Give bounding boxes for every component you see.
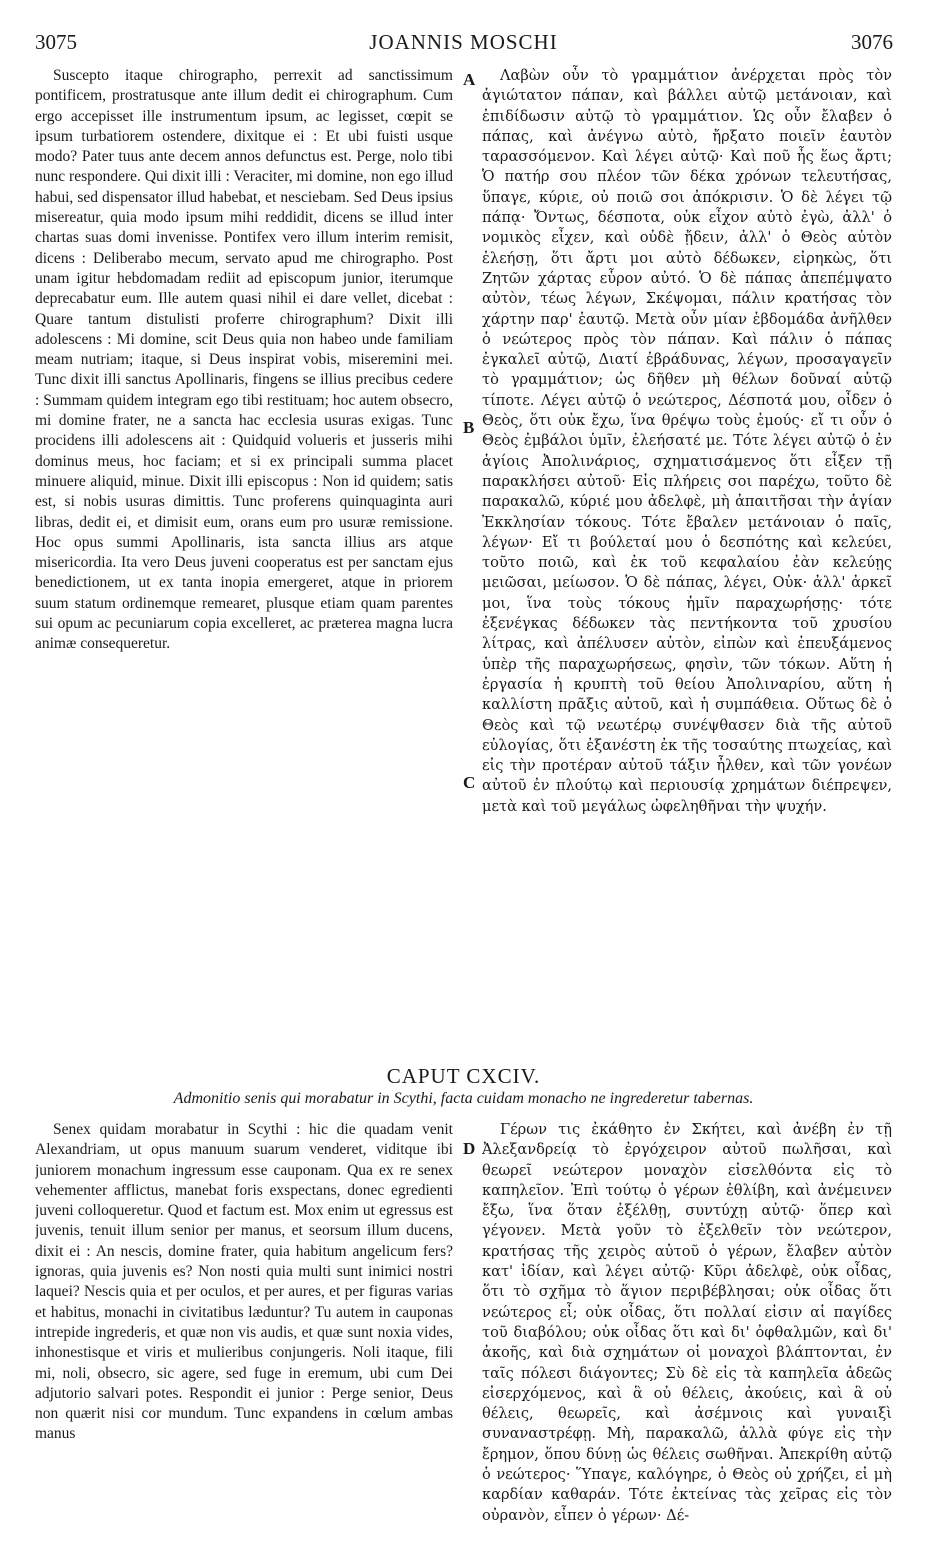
greek-column-section-1 bbox=[482, 66, 892, 1056]
greek-paragraph: Λαβὼν οὖν τὸ γραμμάτιον ἀνέρχεται πρὸς τὸν ἁγιώτατον πάπαν, καὶ βάλλει αὐτῷ μετάνοιαν, καὶ ἐπιδίδωσιν αὐτῷ τὸ γραμμάτιον. Ὡς οὖν ἔλαβεν ὁ πάπας, καὶ ἀνέγνω αὐτὸ, ἤρξατο ποιεῖν ἑαυτὸν ταρασσόμενον. Καὶ λέγει αὐτῷ· Καὶ ποῦ ἦς ἕως ἄρτι; Ὁ πατήρ σου πλέον τῶν δέκα χρόνων τελευτήσας, ὕπαγε, κύριε, οὐ ποιῶ σοι ἀπόκρισιν. Ὁ δὲ λέγει τῷ πάπᾳ· Ὄντως, δέσποτα, οὐκ εἶχον αὐτὸ ἐγὼ, ἀλλ' ὁ νομικὸς εἶχεν, καὶ οὐδὲ ᾔδειν, ἀλλ' ὁ Θεὸς αὐτὸν ἐλεήσῃ, ὅτι ἄρτι μοι αὐτὸ δέδωκεν, εἰρηκὼς, ὅτι Ζητῶν χάρτας εὗρον αὐτό. Ὁ δὲ πάπας ἀπεπέμψατο αὐτὸν, τέως λέγων, Σκέψομαι, πάλιν κρατήσας τὸν χάρτην παρ' ἑαυτῷ. Μετὰ οὖν μίαν ἑβδομάδα ἀνῆλθεν ὁ νεώτερος πρὸς τὸν πάπαν. Καὶ πάλιν ὁ πάπας ἐγκαλεῖ αὐτῷ, Διατί ἐβράδυνας, λέγων, προσαγαγεῖν τὸ γραμμάτιον; ὡς δῆθεν μὴ θέλων δοῦναί αὐτῷ τίποτε. Λέγει αὐτῷ ὁ νεώτερος, Δέσποτά μου, οἶδεν ὁ Θεὸς, ὅτι οὐκ ἔχω, ἵνα θρέψω τοὺς ἐμούς· εἴ τι οὖν ὁ Θεὸς ἐμβάλοι ὑμῖν, ἐλεήσατέ με. Τότε λέγει αὐτῷ ὁ ἐν ἁγίοις Ἀπολινάριος, σχηματισάμενος ὅτι εἶξεν τῇ παρακλήσει αὐτοῦ· Εἰς πλήρεις σοι παρέχω, τοῦτο δὲ παρακαλῶ, κύριέ μου ἀδελφὲ, μὴ ἀπαιτῆσαι τὴν ἁγίαν Ἐκκλησίαν τόκους. Τότε ἔβαλεν μετάνοιαν ὁ παῖς, λέγων· Εἴ τι βούλεταί μου ὁ δεσπότης καὶ κελεύει, τοῦτο ποιῶ, καὶ ἐκ τοῦ κεφαλαίου ἐὰν κελεύῃς μειῶσαι, μείωσον. Ὁ δὲ πάπας, λέγει, Οὐκ· ἀλλ' ἀρκεῖ μοι, ἵνα τοὺς τόκους ἡμῖν παραχωρήσῃς· τότε ἐξενέγκας δέδωκεν τὰς πεντήκοντα τοῦ χρυσίου λίτρας, καὶ ἀπέλυσεν αὐτὸν, εἰπὼν καὶ ἐπευξάμενος ὑπὲρ τῆς παραχωρήσεως, φησὶν, τῶν τόκων. Αὕτη ἡ ἐργασία ἡ κρυπτὴ τοῦ θείου Ἀπολιναρίου, αὕτη ἡ καλλίστη πρᾶξις αὐτοῦ, καὶ ἡ συμπάθεια. Οὕτως δὲ ὁ Θεὸς καὶ τῷ νεωτέρῳ συνέψθασεν διὰ τῆς αὐτοῦ εὐλογίας, ὅτι ἐξανέστη ἐκ τῆς τοσαύτης πτωχείας, καὶ εἰς τὴν προτέραν αὐτοῦ τάξιν ἦλθεν, καὶ τῶν γονέων αὐτοῦ ἐν πλούτῳ καὶ περιουσίᾳ χρημάτων διέπρεψεν, μετὰ καὶ τοῦ μεγάλως ὠφεληθῆναι τὴν ψυχήν. bbox=[482, 67, 892, 815]
margin-marker-b: B bbox=[463, 418, 475, 437]
chapter-heading: CAPUT CXCIV. bbox=[386, 1064, 541, 1088]
margin-marker-a: A bbox=[463, 70, 476, 89]
page-number-right: 3076 bbox=[851, 30, 893, 54]
margin-marker-d: D bbox=[463, 1139, 476, 1158]
latin-paragraph: Suscepto itaque chirographo, perrexit ad sanctissimum pontificem, prostratusque ante illum dedit ei chirographum. Cum ergo accepisset ille instrumentum ipsum, ac legisset, cœpit se ipsum turbatiorem ostendere, dixitque ei : Et ubi fuisti usque modo? Pater tuus ante decem annos defunctus est. Perge, nolo tibi nunc respondere. Qui dixit illi : Veraciter, mi domine, non ego illud habui, sed dispensator illud habebat, et nesciebam. Sed Deus ipsius misereatur, quia modo ipsum mihi reddidit, dicens se illud inter chartas suas domi invenisse. Pontifex vero illum interim remisit, dicens : Deliberabo mecum, servato apud me chirographo. Post unam igitur hebdomadam rediit ad episcopum junior, iterumque deprecabatur eum. Ille autem quasi nihil ei dare vellet, dicebat : Quare tantum distulisti proferre chirographum? Dixit illi adolescens : Mi domine, scit Deus quia non habeo unde familiam meam nutriam; itaque, si Deus inspirat vobis, miseremini mei. Tunc dixit illi sanctus Apollinaris, fingens se illius precibus cedere : Summam quidem integram ego tibi restituam; hoc autem obsecro, mi domine frater, ne a sancta hac ecclesia usuras exigas. Tunc procidens illi adolescens ait : Quidquid volueris et jusseris mihi dominus meus, hoc faciam; et si ex principali summa placet minuere aliquid, minue. Dixit illi episcopus : Non id quidem; satis est, si nobis usuras dimittis. Tunc proferens quinquaginta auri libras, dedit ei, et dimisit eum, orans eum pro usuræ remissione. Hoc opus summi Apollinaris, ista sancta illius ars atque misericordia. Ita vero Deus juveni cooperatus est per sanctam ejus benedictionem, ut ex tanta inopia emergeret, atque in priorem suum statum ordinemque remearet, plusque etiam quam parentes sui opum ac pecuniarum copia excelleret, ac præterea magna lucra animæ consequeretur. bbox=[35, 67, 453, 653]
greek-paragraph: Γέρων τις ἐκάθητο ἐν Σκήτει, καὶ ἀνέβη ἐν τῇ Ἀλεξανδρείᾳ τὸ ἐργόχειρον αὐτοῦ πωλῆσαι, καὶ θεωρεῖ νεώτερον μοναχὸν εἰσελθόντα εἰς τὸ καπηλεῖον. Ἐπὶ τούτῳ ὁ γέρων ἐθλίβη, καὶ ἀνέμεινεν ἔξω, ἵνα ὅταν ἐξέλθῃ, συντύχῃ αὐτῷ· ὅπερ καὶ γέγονεν. Μετὰ γοῦν τὸ ἐξελθεῖν τὸν νεώτερον, κρατήσας τῆς χειρὸς αὐτοῦ ὁ γέρων, ἔλαβεν αὐτὸν κατ' ἰδίαν, καὶ λέγει αὐτῷ· Κῦρι ἀδελφὲ, οὐκ οἶδας, ὅτι τὸ σχῆμα τὸ ἅγιον περιβέβλησαι; οὐκ οἶδας ὅτι νεώτερος εἶ; οὐκ οἶδας, ὅτι πολλαί εἰσιν αἱ παγίδες τοῦ διαβόλου; οὐκ οἶδας ὅτι καὶ δι' ὀφθαλμῶν, καὶ δι' ἀκοῆς, καὶ διὰ σχημάτων οἱ μοναχοὶ βλάπτονται, ἐν ταῖς πόλεσι διάγοντες; Σὺ δὲ εἰς τὰ καπηλεῖα ἀδεῶς εἰσερχόμενος, καὶ ἃ οὐ θέλεις, ἀκούεις, καὶ ἃ οὐ θέλεις, θεωρεῖς, καὶ ἀσέμνοις καὶ γυναιξὶ συναναστρέφῃ. Μὴ, παρακαλῶ, ἀλλὰ φύγε εἰς τὴν ἔρημον, ὅπου δύνῃ ὡς θέλεις σωθῆναι. Ἀπεκρίθη αὐτῷ ὁ νεώτερος· Ὕπαγε, καλόγηρε, ὁ Θεὸς οὐ χρήζει, εἰ μὴ καρδίαν καθαράν. Τότε ἐκτείνας τὰς χεῖρας εἰς τὸν οὐρανὸν, εἶπεν ὁ γέρων· Δέ- bbox=[482, 1121, 892, 1524]
page-header bbox=[0, 30, 927, 60]
latin-column-section-1 bbox=[35, 66, 453, 1026]
greek-column-section-2 bbox=[482, 1120, 892, 1535]
latin-paragraph: Senex quidam morabatur in Scythi : hic die quadam venit Alexandriam, ut opus manuum suarum venderet, viditque ibi juniorem monachum ingressum esse cauponam. Qua ex re senex vehementer afflictus, manebat foris exspectans, donec egredienti juveni colloqueretur. Quod et factum est. Mox enim ut egressus est juvenis, tenuit illum senior per manus, et seorsum illum ducens, dixit ei : An nescis, domine frater, quia habitum angelicum fers? ignoras, quia juvenis es? Non nosti quia multi sunt inimici nostri laquei? Nescis quia et per oculos, et per aures, et per figuras varias et habitus, monachi in civitatibus læduntur? Tu autem in cauponas intrepide ingrederis, et quæ non vis audis, et quæ sunt noxia vides, inhonestisque et viris et mulieribus conjungeris. Noli itaque, fili mi, noli, obsecro, sic agere, sed fuge in eremum, ubi cum Dei adjutorio salvari potes. Respondit ei junior : Perge senior, Deus non quærit nisi cor mundum. Tunc expandens in cœlum ambas manus bbox=[35, 1121, 453, 1443]
chapter-subtitle: Admonitio senis qui morabatur in Scythi, facta cuidam monacho ne ingrederetur tabernas. bbox=[173, 1090, 754, 1107]
running-title: JOANNIS MOSCHI bbox=[369, 30, 558, 54]
page-number-left: 3075 bbox=[35, 30, 77, 54]
latin-column-section-2 bbox=[35, 1120, 453, 1535]
margin-marker-c: C bbox=[463, 773, 476, 792]
